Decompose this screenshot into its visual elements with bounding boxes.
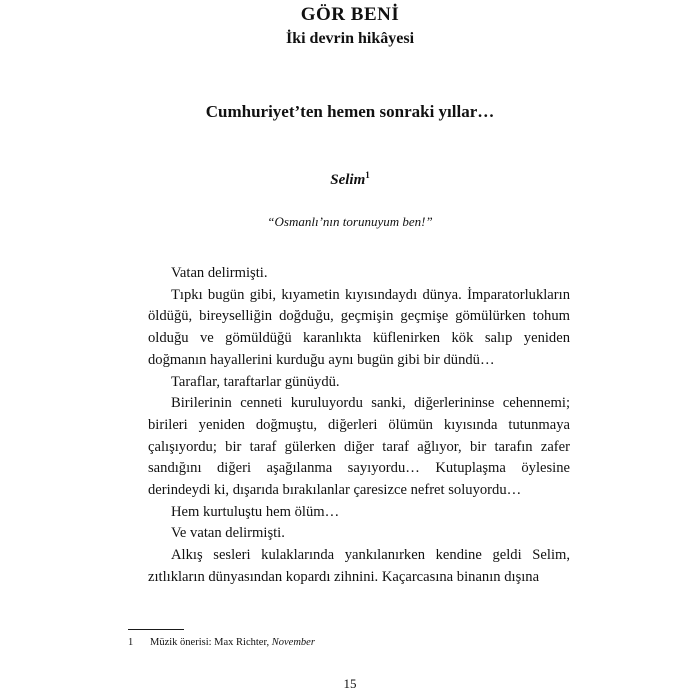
section-heading: Cumhuriyet’ten hemen sonraki yıllar…	[205, 102, 495, 122]
footnote-text: Müzik önerisi: Max Richter,	[150, 637, 270, 648]
paragraph: Vatan delirmişti.	[171, 265, 268, 282]
footnote-area	[128, 629, 568, 649]
body-text	[0, 230, 700, 589]
paragraph: Tıpkı bugün gibi, kıyametin kıyısındaydı dünya. İmparatorlukların öldüğü, bireyselliğin doğduğu, geçmişin geçmişe gömülürken tohum olduğu ve gömüldüğü karanlıkta küflenirken kök salıp yeniden doğmanın hayallerini kurduğu aynı bugün gibi bir dündü…	[148, 286, 570, 368]
character-heading	[0, 122, 700, 189]
paragraph: Taraflar, taraftarlar günüydü.	[171, 373, 340, 390]
title-block	[0, 0, 700, 48]
footnote-item	[128, 636, 568, 649]
footnote-title: November	[271, 637, 315, 648]
footnote-reference: 1	[365, 170, 370, 181]
footnote-separator-rule	[128, 629, 184, 630]
paragraph: Birilerinin cenneti kuruluyordu sanki, diğerlerininse cehennemi; birileri yeniden doğmuştu, diğerleri ölümün kıyısında tutunmaya çalışıyordu; bir taraf gülerken diğer taraf ağlıyor, bir tarafın zafer sandığını diğeri aşağılanma sayıyordu… Kutuplaşma öylesine derindeydi ki, dışarıda bırakılanlar çaresizce nefret soluyordu…	[148, 395, 570, 499]
page-title: GÖR BENİ	[300, 4, 400, 25]
epigraph: “Osmanlı’nın torunuyum ben!”	[267, 214, 433, 230]
page-subtitle: İki devrin hikâyesi	[285, 29, 415, 47]
paragraph: Hem kurtuluştu hem ölüm…	[171, 503, 340, 520]
page-number: 15	[343, 676, 357, 691]
footnote-marker: 1	[128, 637, 134, 648]
paragraph: Ve vatan delirmişti.	[171, 525, 285, 542]
character-name: Selim	[330, 172, 366, 189]
paragraph: Alkış sesleri kulaklarında yankılanırken kendine geldi Selim, zıtlıkların dünyasından kopardı zihnini. Kaçarcasına binanın dışına	[148, 547, 570, 585]
